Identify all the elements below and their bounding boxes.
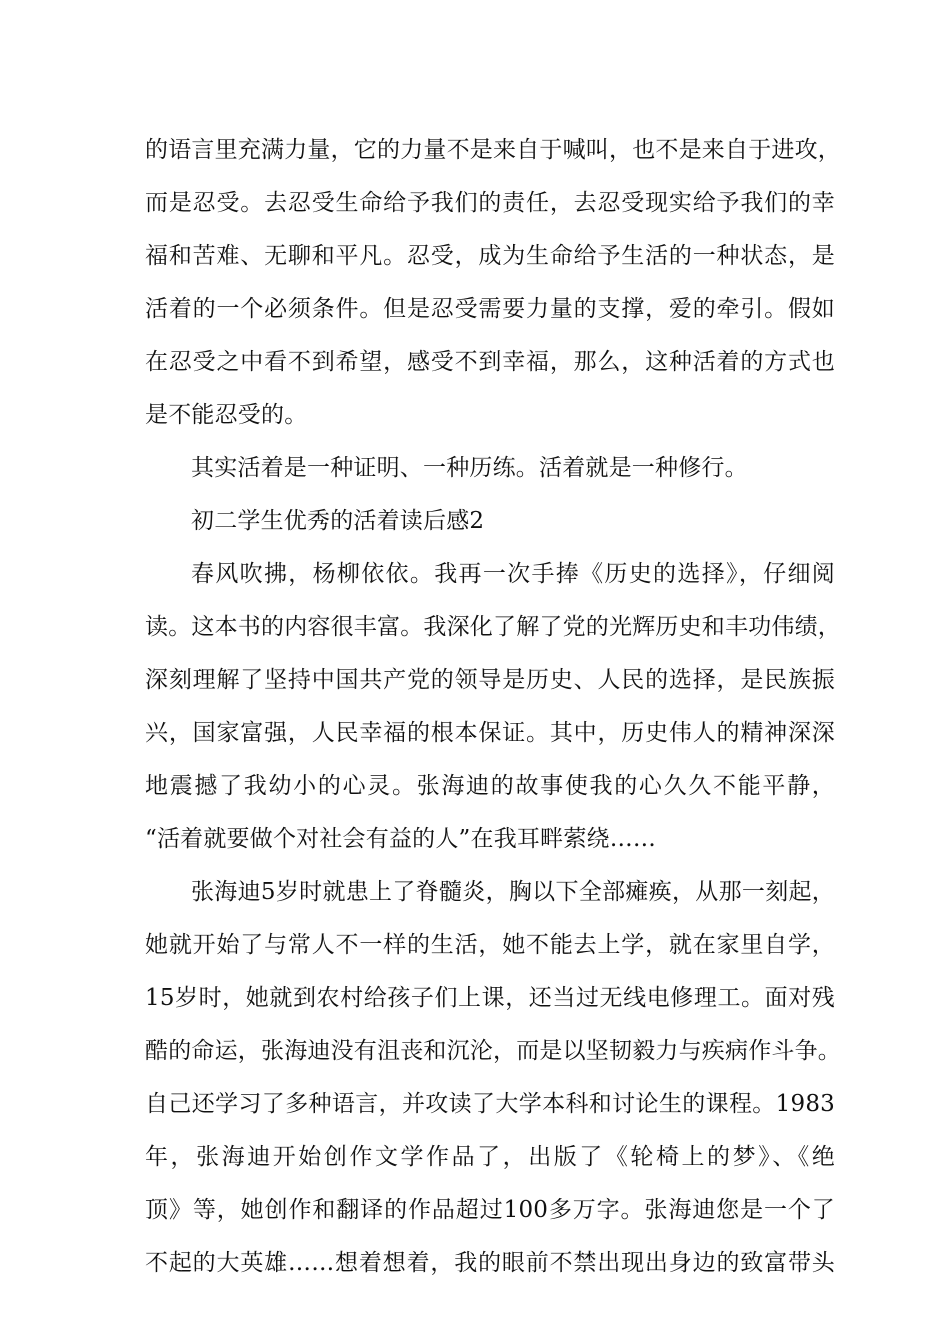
text-line: 顶》等，她创作和翻译的作品超过100多万字。张海迪您是一个了 [145, 1197, 835, 1223]
text-line: “活着就要做个对社会有益的人”在我耳畔萦绕…… [145, 826, 657, 852]
text-line: 兴，国家富强，人民幸福的根本保证。其中，历史伟人的精神深深 [145, 720, 835, 746]
text-line: 深刻理解了坚持中国共产党的领导是历史、人民的选择，是民族振 [145, 667, 835, 693]
text-line: 年，张海迪开始创作文学作品了，出版了《轮椅上的梦》、《绝 [145, 1144, 835, 1170]
text-line: 不起的大英雄……想着想着，我的眼前不禁出现出身边的致富带头 [145, 1250, 835, 1276]
text-line: 是不能忍受的。 [145, 402, 308, 428]
text-line: 在忍受之中看不到希望，感受不到幸福，那么，这种活着的方式也 [145, 349, 835, 375]
text-line: 活着的一个必须条件。但是忍受需要力量的支撑，爱的牵引。假如 [145, 296, 835, 322]
text-line: 地震撼了我幼小的心灵。张海迪的故事使我的心久久不能平静， [145, 773, 835, 799]
text-line: 的语言里充满力量，它的力量不是来自于喊叫，也不是来自于进攻， [145, 137, 841, 163]
text-line: 而是忍受。去忍受生命给予我们的责任，去忍受现实给予我们的幸 [145, 190, 835, 216]
text-line: 福和苦难、无聊和平凡。忍受，成为生命给予生活的一种状态，是 [145, 243, 835, 269]
paragraph-line: 春风吹拂，杨柳依依。我再一次手捧《历史的选择》，仔细阅 [191, 561, 835, 587]
text-line: 自己还学习了多种语言，并攻读了大学本科和讨论生的课程。1983 [145, 1091, 835, 1117]
text-line: 酷的命运，张海迪没有沮丧和沉沦，而是以坚韧毅力与疾病作斗争。 [145, 1038, 841, 1064]
paragraph-line: 张海迪5岁时就患上了脊髓炎，胸以下全部瘫痪，从那一刻起， [191, 879, 835, 905]
text-line: 15岁时，她就到农村给孩子们上课，还当过无线电修理工。面对残 [145, 985, 835, 1011]
text-line: 她就开始了与常人不一样的生活，她不能去上学，就在家里自学， [145, 932, 835, 958]
text-line: 读。这本书的内容很丰富。我深化了解了党的光辉历史和丰功伟绩， [145, 614, 841, 640]
section-heading: 初二学生优秀的活着读后感2 [191, 508, 485, 534]
document-body [145, 124, 841, 1290]
paragraph-line: 其实活着是一种证明、一种历练。活着就是一种修行。 [191, 455, 748, 481]
